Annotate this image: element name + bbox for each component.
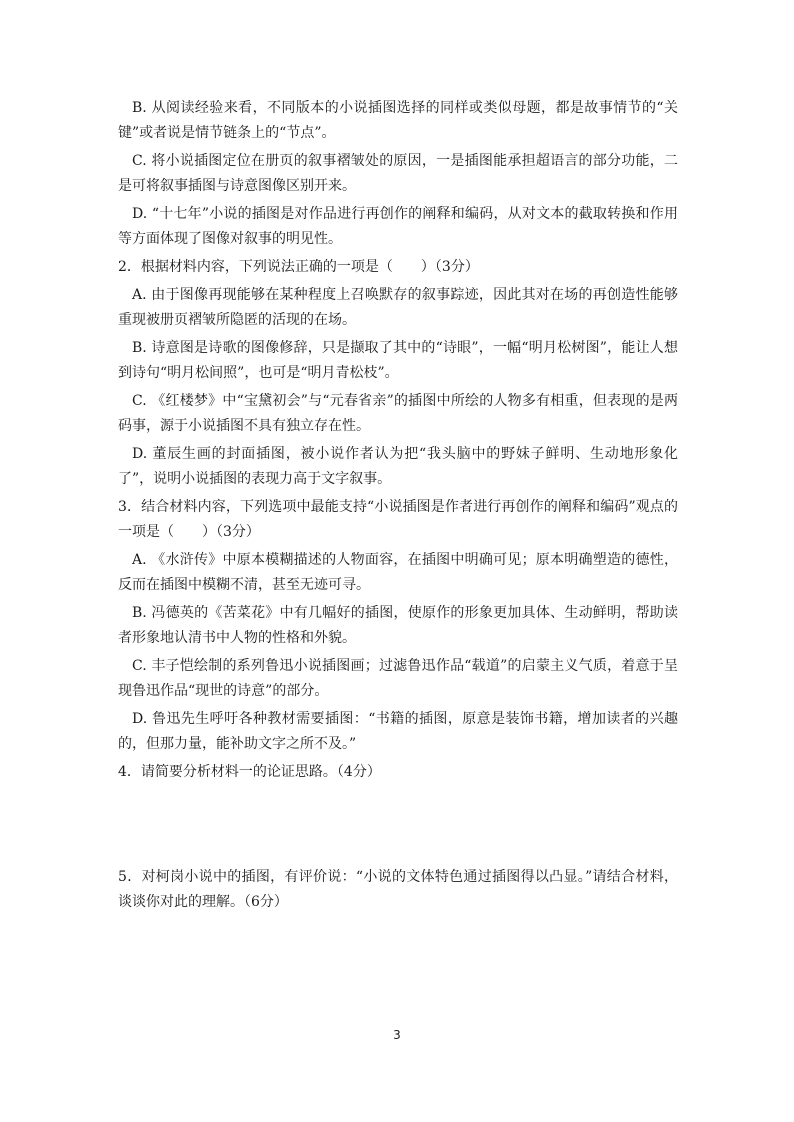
- q2-option-c: C. 《红楼梦》中“宝黛初会”与“元春省亲”的插图中所绘的人物多有相重，但表现的是两码事，源于小说插图不具有独立存在性。: [118, 393, 678, 434]
- q3-option-d: D. 鲁迅先生呼吁各种教材需要插图：“书籍的插图，原意是装饰书籍，增加读者的兴趣的，但那力量，能补助文字之所不及。”: [118, 711, 678, 752]
- q2-option-a: A. 由于图像再现能够在某种程度上召唤默存的叙事踪迹，因此其对在场的再创造性能够重现被册页褶皱所隐匿的活现的在场。: [118, 287, 678, 328]
- q3-option-a: A. 《水浒传》中原本模糊描述的人物面容，在插图中明确可见；原本明确塑造的德性，反而在插图中模糊不清，甚至无迹可寻。: [118, 552, 678, 593]
- q1-option-b: B. 从阅读经验来看，不同版本的小说插图选择的同样或类似母题，都是故事情节的“关键”或者说是情节链条上的“节点”。: [118, 100, 678, 141]
- q5-stem: 5．对柯岗小说中的插图，有评价说：“小说的文体特色通过插图得以凸显。”请结合材料，谈谈你对此的理解。（6分）: [118, 869, 678, 910]
- q1-option-d: D. “十七年”小说的插图是对作品进行再创作的阐释和编码，从对文本的截取转换和作用等方面体现了图像对叙事的明见性。: [118, 206, 678, 247]
- q2-option-d: D. 董辰生画的封面插图，被小说作者认为把“我头脑中的野妹子鲜明、生动地形象化了”，说明小说插图的表现力高于文字叙事。: [118, 446, 678, 487]
- page-number: 3: [393, 1028, 401, 1042]
- q3-option-c: C. 丰子恺绘制的系列鲁迅小说插图画；过滤鲁迅作品“载道”的启蒙主义气质，着意于呈现鲁迅作品“现世的诗意”的部分。: [118, 658, 678, 699]
- q3-option-b: B. 冯德英的《苦菜花》中有几幅好的插图，使原作的形象更加具体、生动鲜明，帮助读者形象地认清书中人物的性格和外貌。: [118, 605, 678, 646]
- q3-stem: 3．结合材料内容，下列选项中最能支持“小说插图是作者进行再创作的阐释和编码”观点的一项是（ ）（3分）: [118, 499, 678, 540]
- q2-stem: 2．根据材料内容，下列说法正确的一项是（ ）（3分）: [118, 259, 479, 275]
- q4-stem: 4．请简要分析材料一的论证思路。（4分）: [118, 764, 381, 780]
- q2-option-b: B. 诗意图是诗歌的图像修辞，只是撷取了其中的“诗眼”，一幅“明月松树图”，能让人想到诗句“明月松间照”，也可是“明月青松枝”。: [118, 340, 678, 381]
- q1-option-c: C. 将小说插图定位在册页的叙事褶皱处的原因，一是插图能承担超语言的部分功能，二是可将叙事插图与诗意图像区别开来。: [118, 153, 678, 194]
- document-page: [118, 96, 678, 918]
